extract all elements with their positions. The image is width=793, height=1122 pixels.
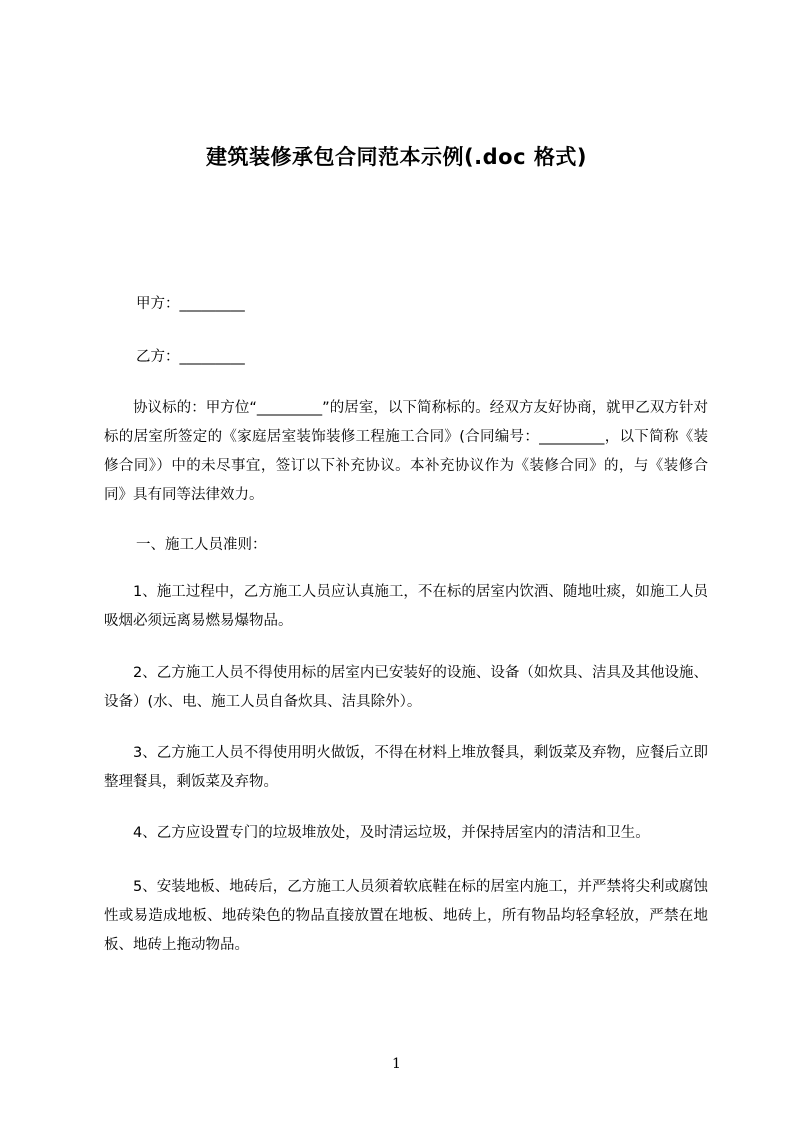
clause-1: 1、施工过程中，乙方施工人员应认真施工，不在标的居室内饮酒、随地吐痰，如施工人员吸烟必须远离易燃易爆物品。 bbox=[104, 584, 708, 629]
clause-4: 4、乙方应设置专门的垃圾堆放处，及时清运垃圾，并保持居室内的清洁和卫生。 bbox=[133, 825, 650, 841]
page-number: 1 bbox=[392, 1056, 401, 1072]
clause-5: 5、安装地板、地砖后，乙方施工人员须着软底鞋在标的居室内施工，并严禁将尖利或腐蚀性或易造成地板、地砖染色的物品直接放置在地板、地砖上，所有物品均轻拿轻放，严禁在地板、地砖上拖动物品。 bbox=[104, 879, 708, 953]
party-b-line: 乙方：_________ bbox=[136, 349, 245, 365]
clause-2: 2、乙方施工人员不得使用标的居室内已安装好的设施、设备（如炊具、洁具及其他设施、设备）(水、电、施工人员自备炊具、洁具除外）。 bbox=[104, 665, 708, 710]
party-a-line: 甲方：_________ bbox=[136, 296, 245, 312]
intro-paragraph: 协议标的：甲方位“_________”的居室，以下简称标的。经双方友好协商，就甲乙双方针对标的居室所签定的《家庭居室装饰装修工程施工合同》(合同编号：_________，以下简称《装修合同》）中的未尽事宜，签订以下补充协议。本补充协议作为《装修合同》的，与《装修合同》具有同等法律效力。 bbox=[104, 400, 708, 503]
document-title: 建筑装修承包合同范本示例(.doc 格式) bbox=[206, 145, 587, 169]
clause-3: 3、乙方施工人员不得使用明火做饭，不得在材料上堆放餐具，剩饭菜及弃物，应餐后立即整理餐具，剩饭菜及弃物。 bbox=[104, 745, 708, 790]
section-1-heading: 一、施工人员准则： bbox=[136, 537, 267, 553]
